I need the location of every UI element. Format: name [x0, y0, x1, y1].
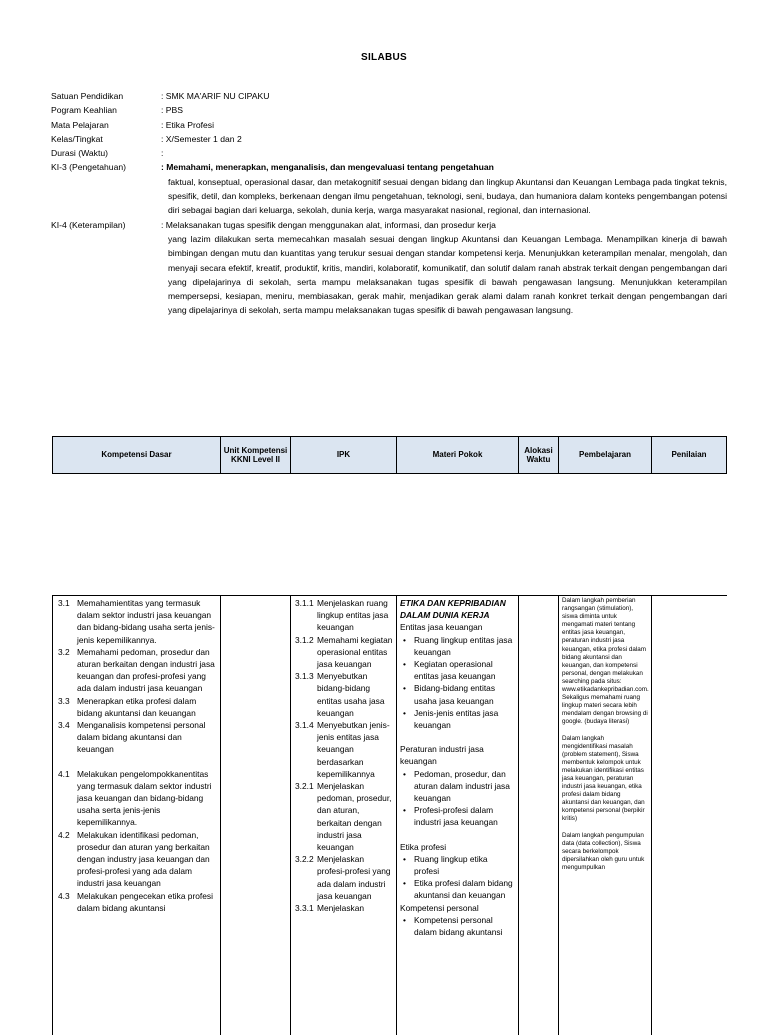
pembelajaran-paragraph: Dalam langkah mengidentifikasi masalah (problem statement), Siswa membentuk kelompok untuk melakukan identifikasi entitas jasa keuangan, peraturan industri jasa keuangan, etika profesi dalam bidang akuntansi dan keuangan, dan kompetensi personal (berpikir kritis): [562, 734, 645, 823]
header-alokasi-waktu: Alokasi Waktu: [519, 437, 559, 473]
info-row: Durasi (Waktu) :: [51, 148, 164, 159]
ipk-item: [295, 902, 394, 914]
ipk-text: Menjelaskan: [317, 903, 365, 914]
kd-number: 3.2: [58, 646, 70, 657]
materi-list: [400, 634, 515, 732]
kd-item: [58, 597, 216, 646]
kd-item: [58, 829, 216, 890]
kd-number: 3.3: [58, 695, 70, 706]
ipk-cell: [291, 596, 397, 1035]
kd-item: [58, 890, 216, 914]
materi-section-title: Peraturan industri jasa keuangan: [400, 744, 484, 767]
header-kompetensi-dasar: Kompetensi Dasar: [53, 437, 221, 473]
kd-item: [58, 719, 216, 756]
ipk-number: 3.1.1: [295, 598, 314, 608]
info-row: Mata Pelajaran : Etika Profesi: [51, 119, 215, 130]
kd-item: [58, 768, 216, 829]
ipk-number: 3.2.2: [295, 854, 314, 865]
ipk-text: Menyebutkan jenis-jenis entitas jasa keuangan berdasarkan kepemilikannya: [317, 720, 390, 779]
header-materi-pokok: Materi Pokok: [397, 437, 519, 473]
ipk-item: [295, 597, 394, 634]
ki3-text: faktual, konseptual, operasional dasar, dan metakognitif sesuai dengan bidang dan lingkup Akuntansi dan Keuangan Lembaga pada tingkat teknis, spesifik, detil, dan kompleks, berkenaan dengan ilmu pengetahuan, teknologi, seni, budaya, dan humaniora dalam konteks pengembangan potensi diri sebagai bagian dari keluarga, sekolah, dunia kerja, warga masyarakat nasional, regional, dan internasional.: [168, 176, 727, 216]
ipk-item: [295, 634, 394, 671]
ipk-text: Menjelaskan pedoman, prosedur, dan aturan, berkaitan dengan industri jasa keuangan: [317, 781, 392, 853]
kd-text: Menganalisis kompetensi personal dalam bidang akuntansi dan keuangan: [77, 720, 206, 755]
ipk-item: [295, 780, 394, 853]
materi-list-item: • Kegiatan operasional entitas jasa keuangan: [414, 658, 515, 682]
ipk-number: 3.1.2: [295, 634, 314, 645]
ipk-item: [295, 670, 394, 719]
materi-list-item: • Pedoman, prosedur, dan aturan dalam industri jasa keuangan: [414, 768, 515, 805]
kd-text: Memahami pedoman, prosedur dan aturan berkaitan dengan industri jasa keuangan dan profesi-profesi yang ada dalam industri jasa keuangan: [77, 646, 215, 694]
materi-list-item: • Kompetensi personal dalam bidang akuntansi: [414, 914, 515, 938]
kd-text: Memahamientitas yang termasuk dalam sektor industri jasa keuangan dan bidang-bidang usaha serta jenis-jenis kepemilikannya.: [77, 598, 215, 645]
materi-section-title: Etika profesi: [400, 841, 447, 852]
ki4-text: yang lazim dilakukan serta memecahkan masalah sesuai dengan lingkup Akuntansi dan Keuangan Lembaga. Menampilkan kinerja di bawah bimbingan dengan mutu dan kuantitas yang terukur sesuai dengan standar kompetensi kerja. Menunjukkan keterampilan menalar, mengolah, dan menyaji secara efektif, kreatif, produktif, kritis, mandiri, kolaboratif, komunikatif, dan solutif dalam ranah abstrak terkait dengan pengembangan dari yang dipelajarinya di sekolah, serta mampu melaksanakan tugas spesifik di bawah pengawasan langsung. Menunjukkan keterampilan mempersepsi, kesiapan, meniru, membiasakan, gerak mahir, menjadikan gerak alami dalam ranah konkret terkait dengan pengembangan dari yang dipelajarinya di sekolah, serta mampu melaksanakan tugas spesifik di bawah pengawasan langsung.: [168, 233, 727, 316]
table-body: [52, 595, 727, 1035]
pembelajaran-paragraph: Dalam langkah pengumpulan data (data collection), Siswa secara berkelompok dipersilahkan oleh guru untuk mengumpulkan: [562, 831, 645, 871]
ipk-text: Menjelaskan profesi-profesi yang ada dalam industri jasa keuangan: [317, 854, 391, 901]
kd-number: 4.3: [58, 890, 70, 901]
kd-item: [58, 756, 216, 768]
kd-item: [58, 646, 216, 695]
header-penilaian: Penilaian: [671, 450, 707, 460]
kd-number: 3.1: [58, 598, 70, 608]
info-row: Kelas/Tingkat : X/Semester 1 dan 2: [51, 133, 242, 144]
materi-list: [400, 914, 515, 938]
kompetensi-dasar-cell: [53, 596, 221, 1035]
kd-text: [77, 756, 216, 768]
materi-heading: ETIKA DAN KEPRIBADIAN DALAM DUNIA KERJA: [400, 598, 506, 621]
table-header: [52, 436, 727, 474]
ipk-text: Menjelaskan ruang lingkup entitas jasa keuangan: [317, 598, 389, 633]
ki4-row: KI-4 (Keterampilan) : Melaksanakan tugas spesifik dengan menggunakan alat, informasi, dan prosedur kerja: [51, 219, 496, 230]
header-pembelajaran: Pembelajaran: [559, 437, 652, 473]
ipk-number: 3.1.4: [295, 720, 314, 731]
header-unit-kompetensi: Unit Kompetensi KKNI Level II: [221, 437, 291, 473]
ipk-text: Menyebutkan bidang-bidang entitas usaha jasa keuangan: [317, 671, 385, 718]
kd-text: Melakukan pengecekan etika profesi dalam bidang akuntansi: [77, 890, 213, 913]
header-ipk: IPK: [291, 437, 397, 473]
info-row: Satuan Pendidikan : SMK MA'ARIF NU CIPAKU: [51, 91, 270, 101]
penilaian-cell: [652, 596, 727, 1035]
materi-list-item: • Ruang lingkup entitas jasa keuangan: [414, 634, 515, 658]
materi-list-item: • Bidang-bidang entitas usaha jasa keuangan: [414, 682, 515, 706]
ipk-text: Memahami kegiatan operasional entitas jasa keuangan: [317, 634, 393, 670]
materi-list-item: • Jenis-jenis entitas jasa keuangan: [414, 707, 515, 731]
materi-list: [400, 853, 515, 902]
spacer: [400, 829, 515, 841]
ipk-item: [295, 719, 394, 780]
ipk-number: 3.2.1: [295, 781, 314, 792]
ki3-row: KI-3 (Pengetahuan) : Memahami, menerapkan, menganalisis, dan mengevaluasi tentang pengetahuan: [51, 162, 494, 173]
ipk-number: 3.1.3: [295, 671, 314, 682]
pembelajaran-cell: [559, 596, 652, 1035]
materi-list-item: • Profesi-profesi dalam industri jasa keuangan: [414, 804, 515, 828]
materi-list-item: • Etika profesi dalam bidang akuntansi dan keuangan: [414, 877, 515, 901]
page-title: SILABUS: [361, 52, 407, 63]
kd-text: Melakukan identifikasi pedoman, prosedur dan aturan yang berkaitan dengan industry jasa keuangan dan profesi-profesi yang ada dalam industri jasa keuangan: [77, 829, 210, 889]
materi-list: [400, 768, 515, 829]
unit-kompetensi-cell: [221, 596, 291, 1035]
kd-item: [58, 695, 216, 719]
kd-number: 4.1: [58, 768, 70, 779]
ipk-item: [295, 853, 394, 902]
materi-pokok-cell: [397, 596, 519, 1035]
info-row: Pogram Keahlian : PBS: [51, 105, 183, 116]
kd-text: Melakukan pengelompokkanentitas yang termasuk dalam sektor industri jasa keuangan dan bidang-bidang usaha serta jenis-jenis kepemilikannya.: [77, 768, 212, 828]
materi-list-item: • Ruang lingkup etika profesi: [414, 853, 515, 877]
ipk-number: 3.3.1: [295, 903, 314, 914]
alokasi-waktu-cell: [519, 596, 559, 1035]
materi-section-title: Kompetensi personal: [400, 902, 479, 913]
kd-number: 4.2: [58, 829, 70, 840]
document-info: [51, 89, 727, 318]
kd-text: Menerapkan etika profesi dalam bidang akuntansi dan keuangan: [77, 695, 197, 718]
pembelajaran-paragraph: Dalam langkah pemberian rangsangan (stimulation), siswa diminta untuk mengamati materi tentang entitas jasa keuangan, peraturan industri jasa keuangan, etika profesi dalam bidang akuntansi dan keuangan, dan kompetensi personal, dengan melakukan searching pada situs: www.etikadankepribadian.com. Sekaligus memahami ruang lingkup materi secara lebih mendalam dengan browsing di google. (budaya literasi): [562, 597, 649, 726]
kd-number: 3.4: [58, 720, 70, 731]
kd-number: [58, 756, 77, 768]
spacer: [400, 731, 515, 743]
materi-section-title: Entitas jasa keuangan: [400, 622, 483, 633]
